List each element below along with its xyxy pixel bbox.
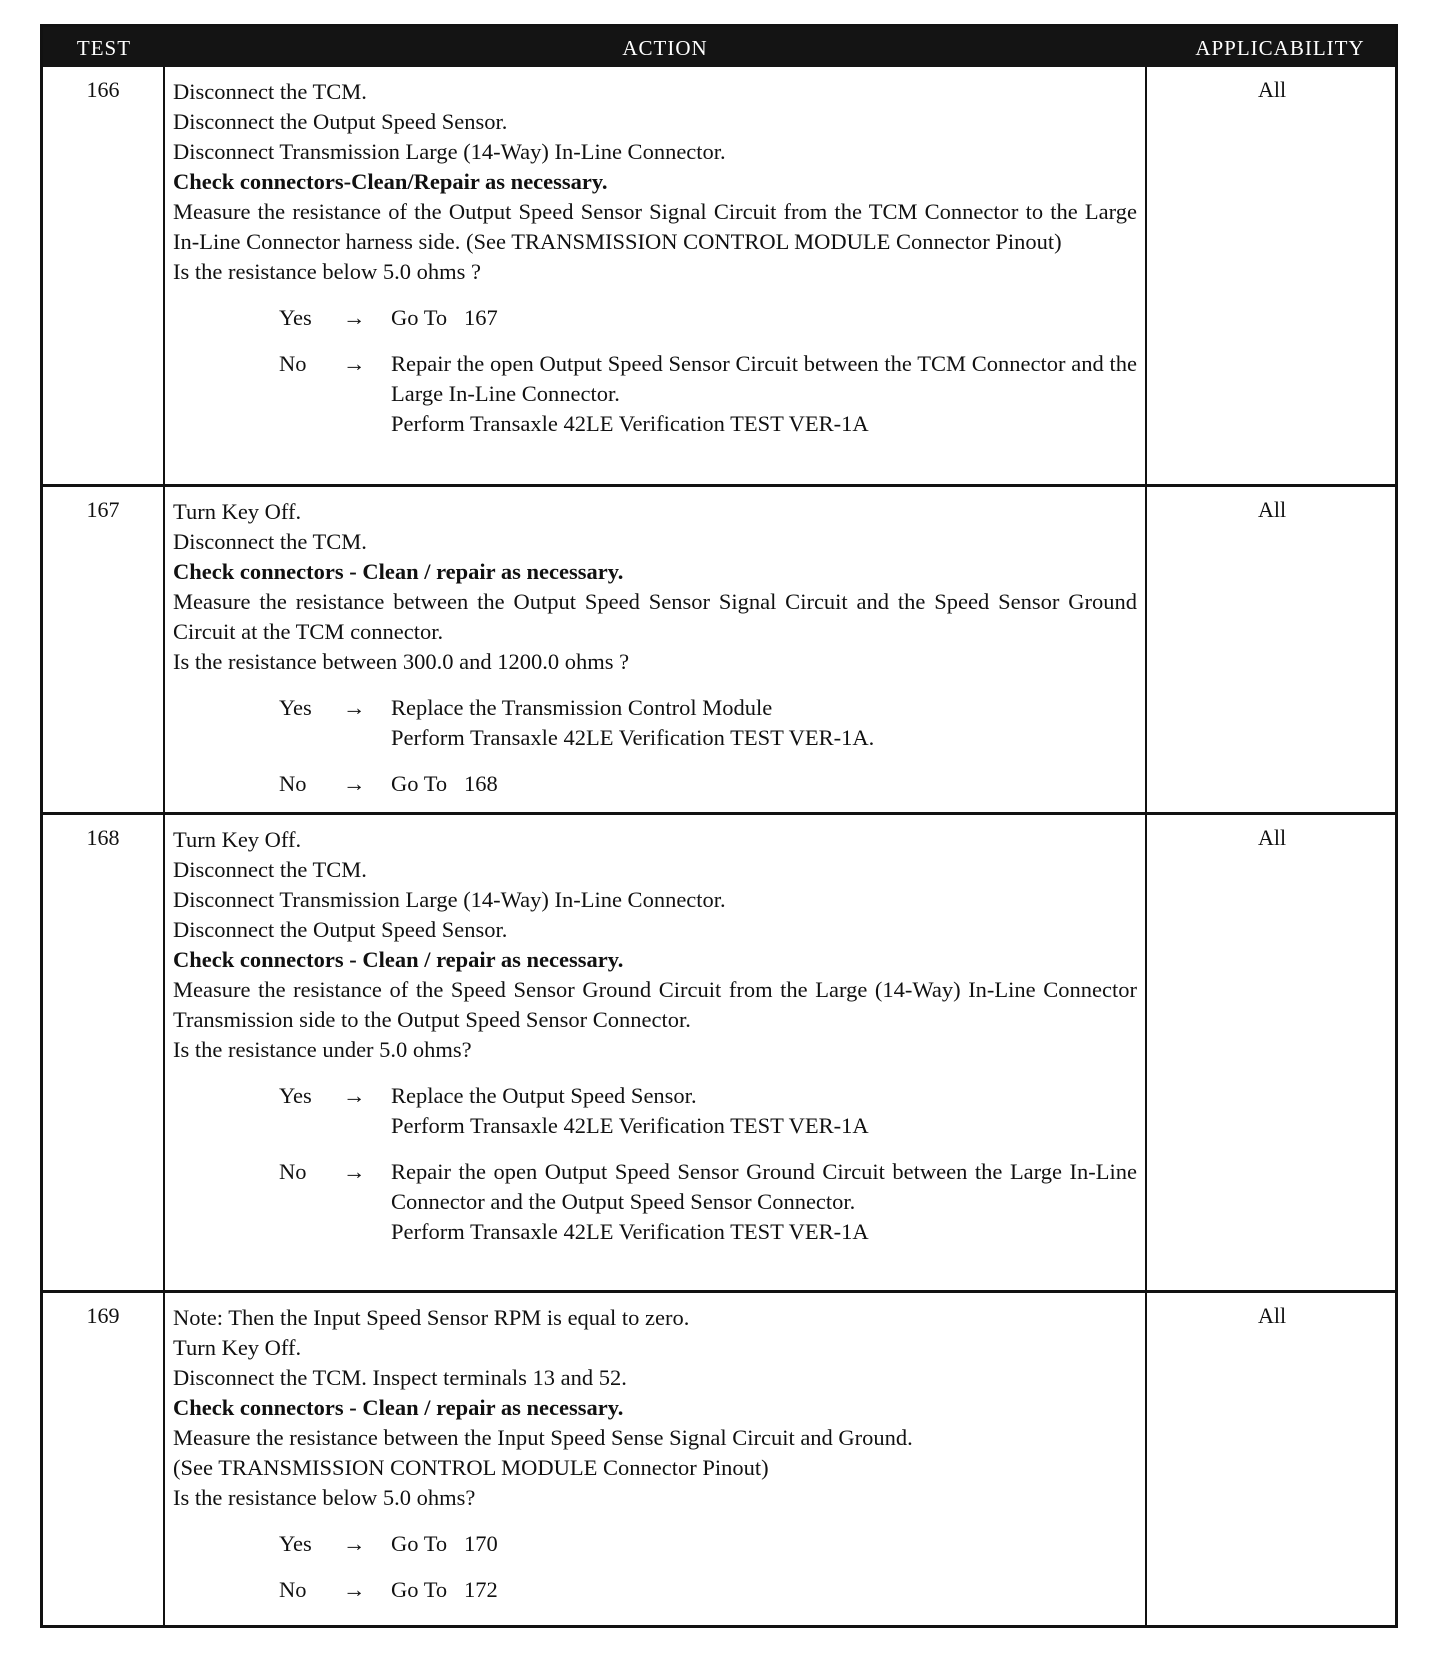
action-line: Measure the resistance of the Output Speed Sensor Signal Circuit from the TCM Connector to the Large In-Line Connector harness side. (See TRANSMISSION CONTROL MODULE Connector Pinout)	[173, 199, 1137, 254]
action-line: Disconnect the Output Speed Sensor.	[173, 109, 508, 134]
action-line: Turn Key Off.	[173, 499, 302, 524]
table-row	[43, 1293, 1395, 1625]
action-line: Is the resistance below 5.0 ohms?	[173, 1485, 476, 1510]
result-text: Go To 167	[391, 305, 498, 330]
arrow-icon: →	[343, 695, 366, 720]
answer-label: No	[279, 1159, 307, 1184]
applicability-value: All	[1257, 1303, 1287, 1328]
action-line-bold: Check connectors - Clean / repair as necessary.	[173, 947, 624, 972]
result-no	[279, 769, 1137, 799]
action-line: Disconnect Transmission Large (14-Way) In-Line Connector.	[173, 887, 726, 912]
result-text: Perform Transaxle 42LE Verification TEST VER-1A	[391, 1113, 869, 1138]
arrow-icon: →	[343, 1577, 366, 1602]
header-applicability: APPLICABILITY	[1195, 36, 1365, 60]
answer-label: No	[279, 771, 307, 796]
action-line: Is the resistance below 5.0 ohms ?	[173, 259, 482, 284]
action-line: Turn Key Off.	[173, 827, 302, 852]
test-number: 168	[86, 825, 120, 850]
header-action: ACTION	[622, 36, 708, 60]
action-line: Measure the resistance between the Output Speed Sensor Signal Circuit and the Speed Sensor Ground Circuit at the TCM connector.	[173, 589, 1137, 644]
action-line-bold: Check connectors-Clean/Repair as necessary.	[173, 169, 608, 194]
arrow-icon: →	[343, 305, 366, 330]
action-cell	[173, 1303, 1137, 1605]
result-yes	[279, 303, 1137, 333]
result-text: Go To 170	[391, 1531, 498, 1556]
result-no	[279, 1575, 1137, 1605]
table-row	[43, 487, 1395, 815]
test-number: 166	[86, 77, 120, 102]
table-header	[43, 27, 1395, 67]
result-text: Go To 168	[391, 771, 498, 796]
action-line: Is the resistance under 5.0 ohms?	[173, 1037, 472, 1062]
action-line: Disconnect the Output Speed Sensor.	[173, 917, 508, 942]
answer-label: No	[279, 1577, 307, 1602]
result-text: Perform Transaxle 42LE Verification TEST VER-1A	[391, 1219, 869, 1244]
answer-label: No	[279, 351, 307, 376]
action-cell	[173, 497, 1137, 799]
result-text: Perform Transaxle 42LE Verification TEST VER-1A	[391, 411, 869, 436]
action-line: Disconnect Transmission Large (14-Way) In-Line Connector.	[173, 139, 726, 164]
action-line: Is the resistance between 300.0 and 1200.0 ohms ?	[173, 649, 630, 674]
result-text: Go To 172	[391, 1577, 498, 1602]
result-text: Replace the Output Speed Sensor.	[391, 1083, 697, 1108]
action-line: Measure the resistance of the Speed Sensor Ground Circuit from the Large (14-Way) In-Line Connector Transmission side to the Output Speed Sensor Connector.	[173, 977, 1137, 1032]
answer-label: Yes	[279, 695, 312, 720]
result-yes	[279, 693, 1137, 753]
test-number: 167	[86, 497, 120, 522]
result-text: Replace the Transmission Control Module	[391, 695, 773, 720]
result-text: Perform Transaxle 42LE Verification TEST VER-1A.	[391, 725, 875, 750]
arrow-icon: →	[343, 1083, 366, 1108]
arrow-icon: →	[343, 1531, 366, 1556]
test-number: 169	[86, 1303, 120, 1328]
applicability-value: All	[1257, 825, 1287, 850]
diagnostic-table	[40, 24, 1398, 1628]
applicability-value: All	[1257, 497, 1287, 522]
action-line-bold: Check connectors - Clean / repair as necessary.	[173, 559, 624, 584]
action-line: Note: Then the Input Speed Sensor RPM is equal to zero.	[173, 1305, 690, 1330]
action-line: Disconnect the TCM.	[173, 529, 367, 554]
result-no	[279, 1157, 1137, 1247]
action-line: Turn Key Off.	[173, 1335, 302, 1360]
applicability-value: All	[1257, 77, 1287, 102]
answer-label: Yes	[279, 1531, 312, 1556]
arrow-icon: →	[343, 351, 366, 376]
arrow-icon: →	[343, 1159, 366, 1184]
action-line: Disconnect the TCM. Inspect terminals 13 and 52.	[173, 1365, 627, 1390]
result-text: Repair the open Output Speed Sensor Circuit between the TCM Connector and the Large In-Line Connector.	[391, 351, 1137, 406]
table-row	[43, 815, 1395, 1293]
answer-label: Yes	[279, 1083, 312, 1108]
result-text: Repair the open Output Speed Sensor Ground Circuit between the Large In-Line Connector and the Output Speed Sensor Connector.	[391, 1159, 1137, 1214]
header-test: TEST	[76, 36, 132, 60]
action-cell	[173, 77, 1137, 439]
action-line: (See TRANSMISSION CONTROL MODULE Connector Pinout)	[173, 1455, 769, 1480]
action-line: Measure the resistance between the Input Speed Sense Signal Circuit and Ground.	[173, 1425, 913, 1450]
result-yes	[279, 1081, 1137, 1141]
arrow-icon: →	[343, 771, 366, 796]
action-cell	[173, 825, 1137, 1247]
action-line-bold: Check connectors - Clean / repair as necessary.	[173, 1395, 624, 1420]
answer-label: Yes	[279, 305, 312, 330]
result-yes	[279, 1529, 1137, 1559]
action-line: Disconnect the TCM.	[173, 857, 367, 882]
result-no	[279, 349, 1137, 439]
action-line: Disconnect the TCM.	[173, 79, 367, 104]
table-row	[43, 67, 1395, 487]
